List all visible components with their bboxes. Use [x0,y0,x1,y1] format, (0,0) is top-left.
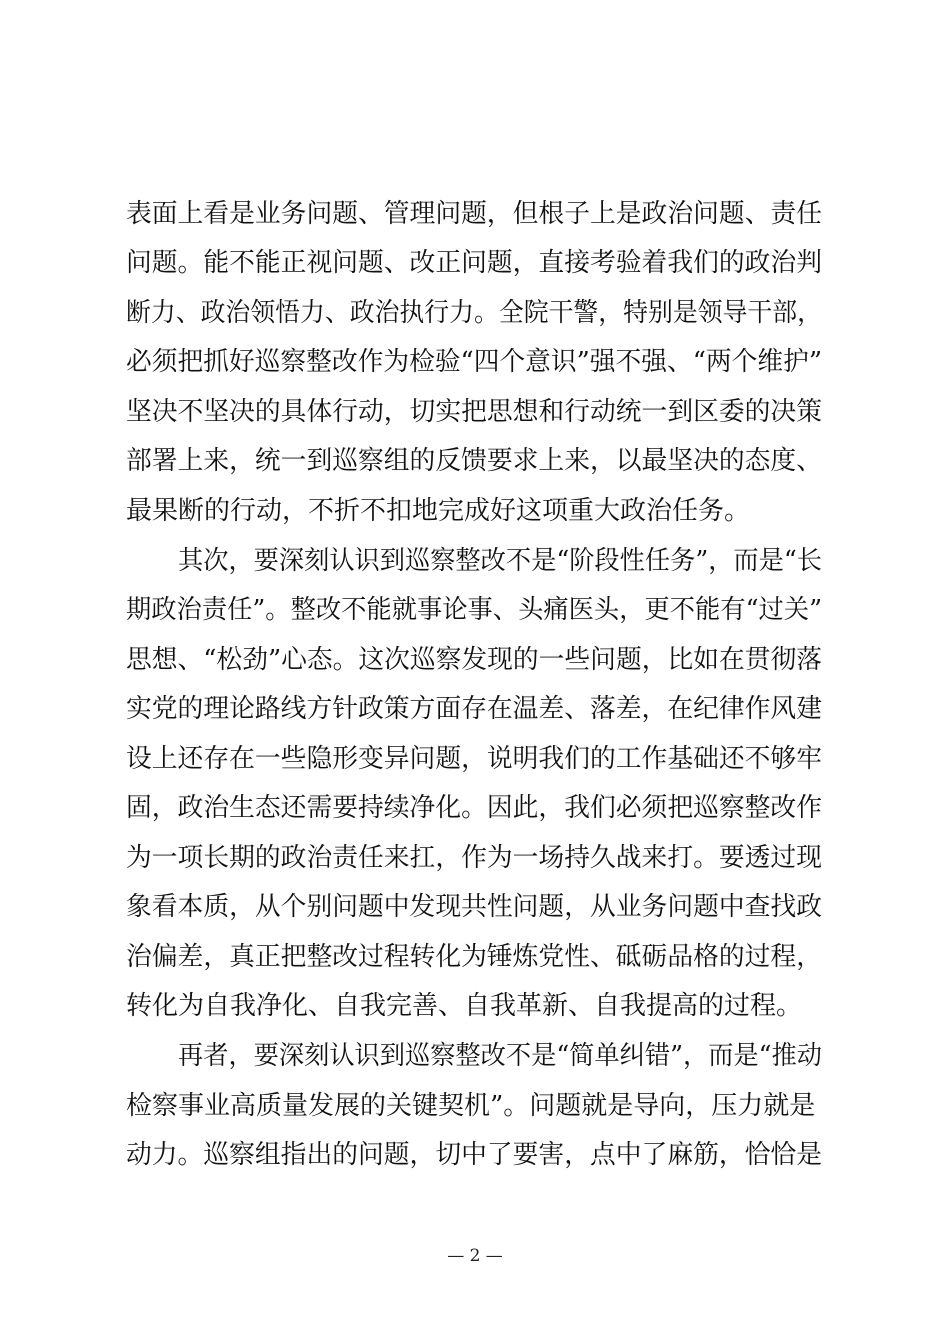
text-line [0,536,950,586]
text-line [0,981,950,1031]
text-line [0,486,950,536]
text-line [0,1031,950,1081]
line-text: 必须把抓好巡察整改作为检验“四个意识”强不强、“两个维护” [126,347,822,377]
line-text: 其次，要深刻认识到巡察整改不是“阶段性任务”，而是“长 [178,546,822,576]
line-text: 实党的理论路线方针政策方面存在温差、落差，在纪律作风建 [126,694,822,724]
text-line [0,734,950,784]
text-line [0,387,950,437]
line-text: 固，政治生态还需要持续净化。因此，我们必须把巡察整改作 [126,793,822,823]
line-text: 转化为自我净化、自我完善、自我革新、自我提高的过程。 [126,991,803,1021]
text-line [0,238,950,288]
line-text: 治偏差，真正把整改过程转化为锤炼党性、砥砺品格的过程， [126,942,822,972]
line-text: 检察事业高质量发展的关键契机”。问题就是导向，压力就是 [126,1091,816,1121]
line-text: 部署上来，统一到巡察组的反馈要求上来，以最坚决的态度、 [126,446,822,476]
line-text: 再者，要深刻认识到巡察整改不是“简单纠错”，而是“推动 [178,1041,822,1071]
line-text: 思想、“松劲”心态。这次巡察发现的一些问题，比如在贯彻落 [126,645,822,675]
text-line [0,337,950,387]
line-text: 断力、政治领悟力、政治执行力。全院干警，特别是领导干部， [126,298,822,328]
text-line [0,436,950,486]
line-text: 最果断的行动，不折不扣地完成好这项重大政治任务。 [126,496,751,526]
page-number: — 2 — [447,1246,503,1266]
line-text: 设上还存在一些隐形变异问题，说明我们的工作基础还不够牢 [126,744,822,774]
text-line [0,932,950,982]
text-line [0,1081,950,1131]
line-text: 象看本质，从个别问题中发现共性问题，从业务问题中查找政 [126,892,822,922]
text-line [0,635,950,685]
line-text: 坚决不坚决的具体行动，切实把思想和行动统一到区委的决策 [126,397,822,427]
text-line [0,783,950,833]
text-line [0,833,950,883]
line-text: 表面上看是业务问题、管理问题，但根子上是政治问题、责任 [126,199,822,229]
line-text: 问题。能不能正视问题、改正问题，直接考验着我们的政治判 [126,248,822,278]
text-line [0,189,950,239]
line-text: 动力。巡察组指出的问题，切中了要害，点中了麻筋，恰恰是 [126,1140,822,1170]
text-line [0,684,950,734]
text-line [0,288,950,338]
line-text: 期政治责任”。整改不能就事论事、头痛医头，更不能有“过关” [126,595,822,625]
text-line [0,1130,950,1180]
text-line [0,882,950,932]
text-line [0,585,950,635]
line-text: 为一项长期的政治责任来扛，作为一场持久战来打。要透过现 [126,843,822,873]
